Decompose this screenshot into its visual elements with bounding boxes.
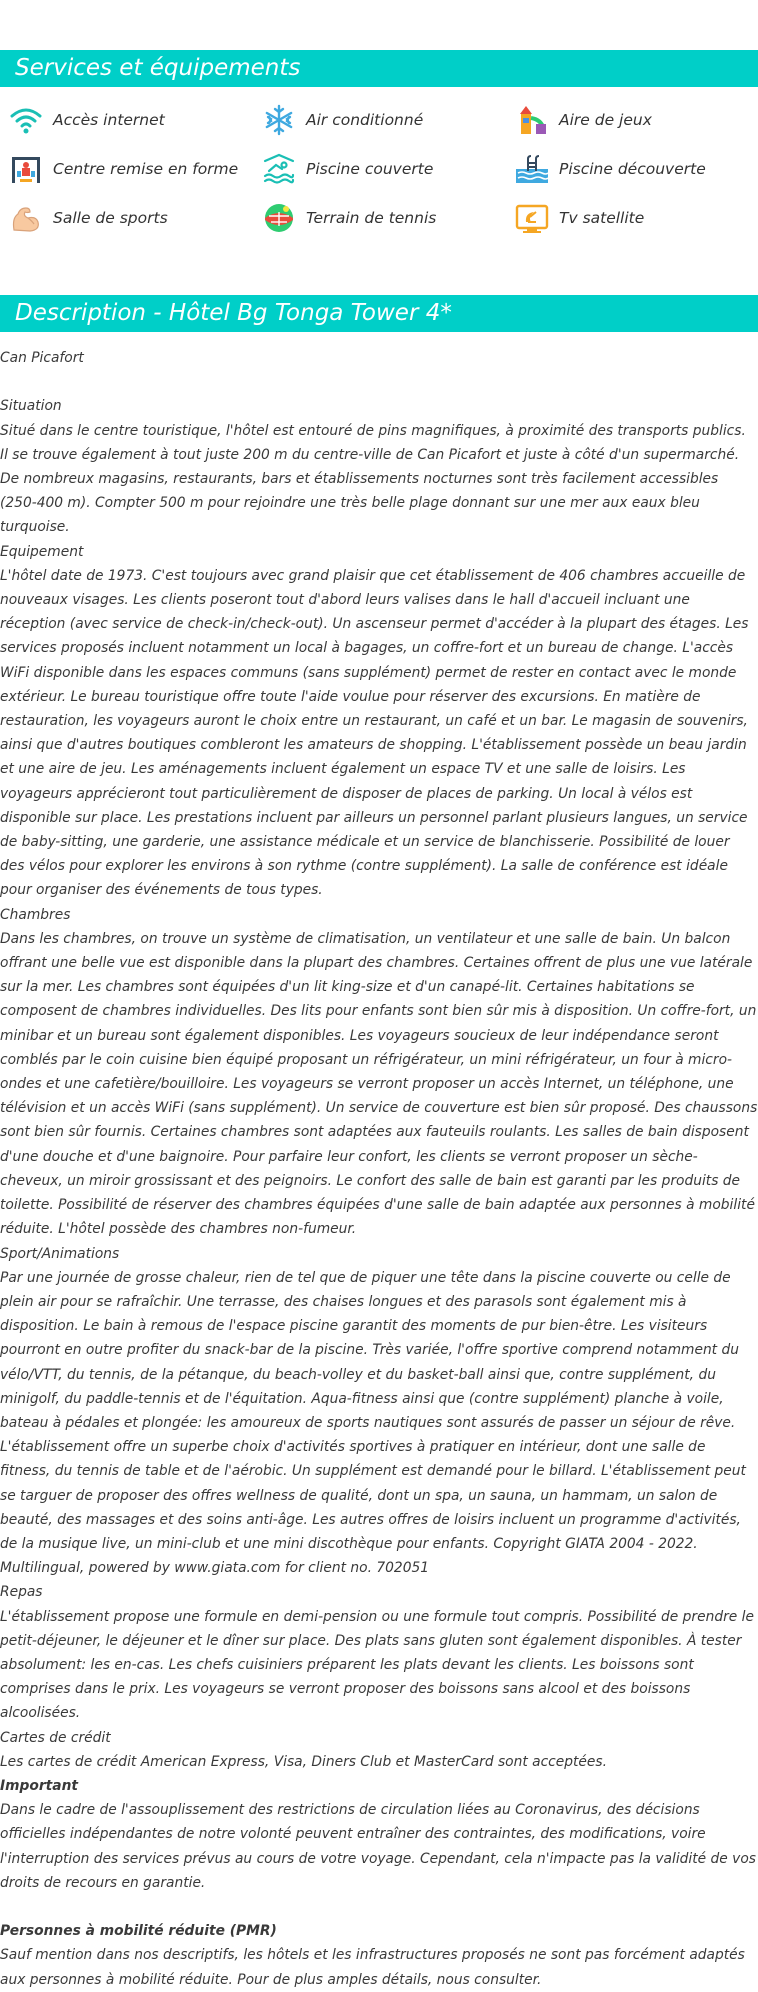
- service-label: Piscine découverte: [559, 160, 706, 178]
- location-text: Can Picafort: [0, 350, 84, 366]
- pmr-heading: Personnes à mobilité réduite (PMR): [0, 1923, 277, 1940]
- situation-heading: Situation: [0, 398, 62, 415]
- description-section-title: Description - Hôtel Bg Tonga Tower 4*: [0, 295, 758, 332]
- chambres-text: Dans les chambres, on trouve un système de climatisation, un ventilateur et une salle de bain. Un balcon offrant une belle vue est disponible dans la plupart des chambres. Certaines offrent de plus une vue latérale sur la mer. Les chambres sont équipées d'un lit king-size et d'un canapé-lit. Certaines habitations se composent de chambres individuelles. Des lits pour enfants sont bien sûr mis à disposition. Un coffre-fort, un minibar et un bureau sont également disponibles. Les voyageurs soucieux de leur indépendance seront comblés par le coin cuisine bien équipé proposant un réfrigérateur, un mini réfrigérateur, un four à micro-ondes et une cafetière/bouilloire. Les voyageurs se verront proposer un accès Internet, un téléphone, une télévision et un accès WiFi (sans supplément). Un service de couverture est bien sûr proposé. Des chaussons sont bien sûr fournis. Certaines chambres sont adaptées aux fauteuils roulants. Les salles de bain disposent d'une douche et d'une baignoire. Pour parfaire leur confort, les clients se verront proposer un sèche-cheveux, un miroir grossissant et des peignoirs. Le confort des salle de bain est garanti par les produits de toilette. Possibilité de réserver des chambres équipées d'une salle de bain adaptée aux personnes à mobilité réduite. L'hôtel possède des chambres non-fumeur.: [0, 930, 758, 1238]
- snowflake-icon: [261, 102, 297, 138]
- service-item-tennis-court: [253, 198, 436, 238]
- fitness-icon: [8, 151, 44, 187]
- outdoor-pool-icon: [514, 151, 550, 187]
- service-item-fitness-center: [0, 149, 238, 189]
- chambres-heading: Chambres: [0, 906, 71, 923]
- service-item-sports-hall: [0, 198, 168, 238]
- service-item-internet: [0, 100, 165, 140]
- playground-icon: [514, 102, 550, 138]
- services-section-title: Services et équipements: [0, 50, 758, 87]
- equipement-heading: Equipement: [0, 543, 84, 560]
- service-label: Aire de jeux: [559, 111, 652, 129]
- important-heading: Important: [0, 1777, 78, 1794]
- sport-text: Par une journée de grosse chaleur, rien de tel que de piquer une tête dans la piscine couverte ou celle de plein air pour se rafraîchir. Une terrasse, des chaises longues et des parasols sont également mis à disposition. Le bain à remous de l'espace piscine garantit des moments de pur bien-être. Les visiteurs pourront en outre profiter du snack-bar de la piscine. Très variée, l'offre sportive comprend notamment du vélo/VTT, du tennis, de la pétanque, du beach-volley et du basket-ball ainsi que, contre supplément, du minigolf, du paddle-tennis et de l'équitation. Aqua-fitness ainsi que (contre supplément) planche à voile, bateau à pédales et plongée: les amoureux de sports nautiques sont assurés de passer un séjour de rêve. L'établissement offre un superbe choix d'activités sportives à pratiquer en intérieur, dont une salle de fitness, du tennis de table et de l'aérobic. Un supplément est demandé pour le billard. L'établissement peut se targuer de proposer des offres wellness de qualité, dont un spa, un sauna, un hammam, un salon de beauté, des massages et des soins anti-âge. Les autres offres de loisirs incluent un programme d'activités, de la musique live, un mini-club et une mini discothèque pour enfants. Copyright GIATA 2004 - 2022. Multilingual, powered by www.giata.com for client no. 702051: [0, 1269, 746, 1577]
- service-label: Accès internet: [53, 111, 165, 129]
- sport-heading: Sport/Animations: [0, 1245, 120, 1262]
- service-item-satellite-tv: [506, 198, 644, 238]
- service-label: Air conditionné: [306, 111, 424, 129]
- service-label: Salle de sports: [53, 209, 168, 227]
- indoor-pool-icon: [261, 151, 297, 187]
- service-label: Centre remise en forme: [53, 160, 239, 178]
- service-item-outdoor-pool: [506, 149, 706, 189]
- cartes-heading: Cartes de crédit: [0, 1729, 111, 1746]
- service-item-playground: [506, 100, 652, 140]
- service-item-air-conditioning: [253, 100, 423, 140]
- service-item-indoor-pool: [253, 149, 433, 189]
- services-grid: [0, 100, 758, 250]
- wifi-icon: [8, 102, 44, 138]
- service-label: Tv satellite: [559, 209, 645, 227]
- situation-text: Situé dans le centre touristique, l'hôtel est entouré de pins magnifiques, à proximité des transports publics. Il se trouve également à tout juste 200 m du centre-ville de Can Picafort et juste à côté d'un supermarché. De nombreux magasins, restaurants, bars et établissements nocturnes sont très facilement accessibles (250-400 m). Compter 500 m pour rejoindre une très belle plage donnant sur une mer aux eaux bleu turquoise.: [0, 422, 746, 536]
- pmr-text: Sauf mention dans nos descriptifs, les hôtels et les infrastructures proposés ne sont pas forcément adaptés aux personnes à mobilité réduite. Pour de plus amples détails, nous consulter.: [0, 1947, 745, 1988]
- repas-heading: Repas: [0, 1584, 43, 1601]
- satellite-tv-icon: [514, 200, 550, 236]
- cartes-text: Les cartes de crédit American Express, Visa, Diners Club et MasterCard sont acceptées.: [0, 1753, 607, 1770]
- service-label: Piscine couverte: [306, 160, 434, 178]
- repas-text: L'établissement propose une formule en demi-pension ou une formule tout compris. Possibilité de prendre le petit-déjeuner, le déjeuner et le dîner sur place. Des plats sans gluten sont également disponibles. À tester absolument: les en-cas. Les chefs cuisiniers préparent les plats devant les clients. Les boissons sont comprises dans le prix. Les voyageurs se verront proposer des boissons sans alcool et des boissons alcoolisées.: [0, 1608, 754, 1722]
- description-body: [0, 346, 758, 1992]
- equipement-text: L'hôtel date de 1973. C'est toujours avec grand plaisir que cet établissement de 406 chambres accueille de nouveaux visages. Les clients poseront tout d'abord leurs valises dans le hall d'accueil incluant une réception (avec service de check-in/check-out). Un ascenseur permet d'accéder à la plupart des étages. Les services proposés incluent notamment un local à bagages, un coffre-fort et un bureau de change. L'accès WiFi disponible dans les espaces communs (sans supplément) permet de rester en contact avec le monde extérieur. Le bureau touristique offre toute l'aide voulue pour réserver des excursions. En matière de restauration, les voyageurs auront le choix entre un restaurant, un café et un bar. Le magasin de souvenirs, ainsi que d'autres boutiques combleront les amateurs de shopping. L'établissement possède un beau jardin et une aire de jeu. Les aménagements incluent également un espace TV et une salle de loisirs. Les voyageurs apprécieront tout particulièrement de disposer de places de parking. Un local à vélos est disponible sur place. Les prestations incluent par ailleurs un personnel parlant plusieurs langues, un service de baby-sitting, une garderie, une assistance médicale et un service de blanchisserie. Possibilité de louer des vélos pour explorer les environs à son rythme (contre supplément). La salle de conférence est idéale pour organiser des événements de tous types.: [0, 567, 749, 899]
- muscle-icon: [8, 200, 44, 236]
- important-text: Dans le cadre de l'assouplissement des restrictions de circulation liées au Coronavirus, des décisions officielles indépendantes de notre volonté peuvent entraîner des contraintes, des modifications, voire l'interruption des services prévus au cours de votre voyage. Cependant, cela n'impacte pas la validité de vos droits de recours en garantie.: [0, 1802, 756, 1891]
- service-label: Terrain de tennis: [306, 209, 437, 227]
- tennis-icon: [261, 200, 297, 236]
